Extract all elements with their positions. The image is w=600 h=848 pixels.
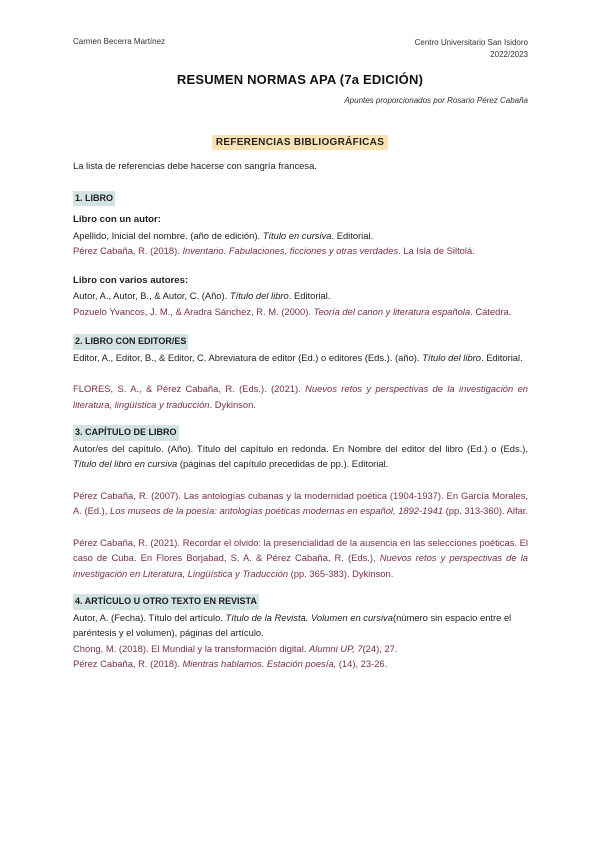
header-author: Carmen Becerra Martínez [73, 37, 166, 46]
format-pattern: Autor/es del capítulo. (Año). Título del capítulo en redonda. En Nombre del editor del libro (Ed.) o (Eds.), Título del libro en cursiva (páginas del capítulo precedidas de pp.). Editorial. [73, 442, 528, 469]
section-capitulo [73, 424, 528, 581]
example-reference: Pozuelo Yvancos, J. M., & Aradra Sánchez, R. M. (2000). Teoría del canon y literatura española. Cátedra. [73, 305, 512, 317]
section-articulo [73, 593, 528, 672]
document-body [73, 158, 528, 672]
section-libro-editor [73, 333, 528, 412]
example-reference: FLORES, S. A., & Pérez Cabaña, R. (Eds.). (2021). Nuevos retos y perspectivas de la investigación en literatura, lingüística y traducción. Dykinson. [73, 383, 529, 410]
section-heading: 4. ARTÍCULO U OTRO TEXTO EN REVISTA [73, 594, 259, 610]
header-right [415, 37, 528, 61]
page-title: RESUMEN NORMAS APA (7a EDICIÓN) [176, 72, 424, 87]
format-pattern: Autor, A., Autor, B., & Autor, C. (Año). Título del libro. Editorial. [73, 290, 331, 301]
format-pattern: Editor, A., Editor, B., & Editor, C. Abreviatura de editor (Ed.) o editores (Eds.). (año). Título del libro. Editorial. [73, 351, 523, 363]
header-year: 2022/2023 [490, 50, 528, 59]
section-heading: 1. LIBRO [73, 191, 115, 207]
references-heading: REFERENCIAS BIBLIOGRÁFICAS [212, 135, 388, 150]
subheading-multiple-authors: Libro con varios autores: [73, 274, 189, 286]
intro-text: La lista de referencias debe hacerse con sangría francesa. [73, 160, 317, 171]
section-heading: 2. LIBRO CON EDITOR/ES [73, 334, 188, 350]
example-reference: Pérez Cabaña, R. (2018). Inventario. Fabulaciones, ficciones y otras verdades. La Isla de Siltolá. [73, 245, 475, 256]
example-reference: Pérez Cabaña, R. (2021). Recordar el olvido: la presencialidad de la ausencia en las selecciones poéticas. El caso de Cuba. En Flores Borjabad, S. A. & Pérez Cabaña, R. (Eds.), Nuevos retos y perspectivas de la investigación en Literatura, Lingüística y Traducción (pp. 365-383). Dykinson. [73, 536, 528, 579]
references-heading-wrap [0, 132, 600, 150]
header-institution: Centro Universitario San Isidoro [414, 38, 528, 47]
subheading-one-author: Libro con un autor: [73, 214, 161, 225]
page-subtitle: Apuntes proporcionados por Rosario Pérez Cabaña [344, 96, 528, 105]
section-heading: 3. CAPÍTULO DE LIBRO [73, 425, 179, 441]
example-reference: Chong, M. (2018). El Mundial y la transformación digital. Alumni UP, 7(24), 27. [73, 642, 398, 654]
format-pattern: Autor, A. (Fecha). Título del artículo. Título de la Revista. Volumen en cursiva(número sin espacio entre el paréntesis y el volumen), páginas del artículo. [73, 611, 512, 638]
section-libro [73, 190, 528, 320]
example-reference: Pérez Cabaña, R. (2018). Mientras hablamos. Estación poesía, (14), 23-26. [73, 658, 388, 669]
example-reference: Pérez Cabaña, R. (2007). Las antologías cubanas y la modernidad poética (1904-1937). En García Morales, A. (Ed.), Los museos de la poesía: antologías poéticas modernas en español, 1892-1941 (pp. 313-360). Alfar. [73, 489, 528, 516]
format-pattern: Apellido, Inicial del nombre. (año de edición). Título en cursiva. Editorial. [73, 229, 374, 241]
